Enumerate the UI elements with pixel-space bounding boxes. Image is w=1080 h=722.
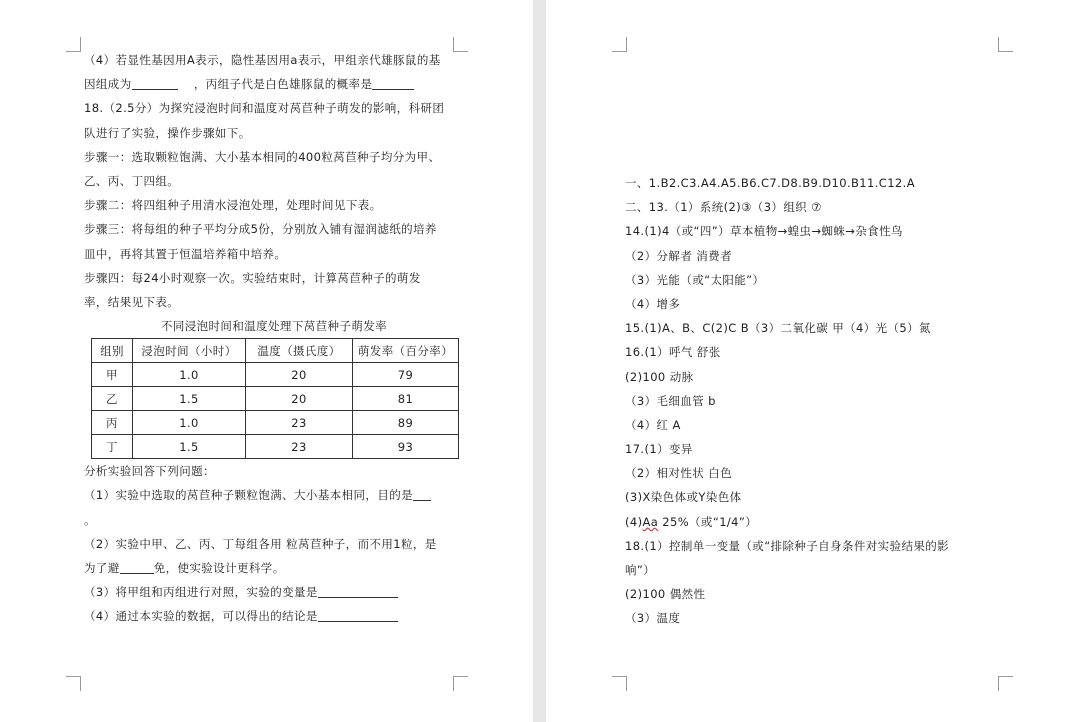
text-line: 一、1.B2.C3.A4.A5.B6.C7.D8.B9.D10.B11.C12.A: [625, 176, 915, 190]
table-cell: 甲: [92, 363, 133, 387]
table-cell: 1.0: [133, 363, 246, 387]
text-line: （2）分解者 消费者: [625, 248, 732, 263]
crop-mark: [998, 676, 1013, 691]
answer-blank: [318, 583, 398, 598]
text-line: 分析实验回答下列问题：: [84, 464, 215, 479]
text-line: 二、13.（1）系统(2)③（3）组织 ⑦: [625, 200, 822, 215]
table-row: [92, 363, 459, 387]
table-cell: 丁: [92, 435, 133, 459]
text-line: 响”）: [625, 563, 656, 577]
crop-mark: [998, 37, 1013, 52]
text-line: 队进行了实验，操作步骤如下。: [84, 125, 251, 140]
document-page-right: [546, 0, 1080, 722]
text-line: [84, 580, 464, 604]
text-line: 步骤三：将每组的种子平均分成5份，分别放入铺有湿润滤纸的培养: [84, 222, 437, 237]
text-line: (2)100 偶然性: [625, 587, 706, 602]
crop-mark: [612, 676, 627, 691]
text-line: 18.（2.5分）为探究浸泡时间和温度对莴苣种子萌发的影响，科研团: [84, 101, 445, 116]
text-line: [84, 556, 464, 580]
crop-mark: [612, 37, 627, 52]
text-line: （2）实验中甲、乙、丙、丁每组各用 粒莴苣种子，而不用1粒，是: [84, 536, 437, 551]
text-line: （4）增多: [625, 296, 681, 311]
text-line: （3）温度: [625, 611, 681, 626]
text-line: （3）光能（或“太阳能”）: [625, 272, 765, 287]
answer-blank: [372, 75, 414, 90]
text-line: 皿中，再将其置于恒温培养箱中培养。: [84, 246, 287, 261]
table-cell: 1.5: [133, 387, 246, 411]
answer-key-body: [625, 171, 1015, 631]
table-cell: 23: [246, 435, 353, 459]
text-segment: 为了避: [84, 561, 120, 575]
table-cell: 1.0: [133, 411, 246, 435]
text-line: 步骤一：选取颗粒饱满、大小基本相同的400粒莴苣种子均分为甲、: [84, 149, 441, 164]
text-line: 率，结果见下表。: [84, 294, 180, 309]
answer-blank: [318, 607, 398, 622]
crop-mark: [66, 676, 81, 691]
crop-mark: [66, 37, 81, 52]
text-line: 15.(1)A、B、C(2)C B（3）二氧化碳 甲（4）光（5）氮: [625, 321, 931, 336]
text-line: （4）若显性基因用A表示，隐性基因用a表示，甲组亲代雄豚鼠的基: [84, 53, 441, 67]
text-line: 16.(1）呼气 舒张: [625, 345, 721, 360]
text-line: 18.(1）控制单一变量（或“排除种子自身条件对实验结果的影: [625, 538, 950, 553]
text-segment: （3）将甲组和丙组进行对照，实验的变量是: [84, 585, 318, 600]
answer-blank: [413, 486, 431, 501]
answer-blank: [132, 75, 178, 90]
crop-mark: [453, 676, 468, 691]
table-cell: 79: [353, 363, 459, 387]
table-caption: 不同浸泡时间和温度处理下莴苣种子萌发率: [160, 319, 388, 334]
table-header-row: [92, 339, 459, 363]
table-header-cell: 萌发率（百分率）: [353, 339, 459, 363]
text-segment: 免，使实验设计更科学。: [153, 561, 285, 575]
text-line: （2）相对性状 白色: [625, 466, 732, 481]
text-segment: （1）实验中选取的莴苣种子颗粒饱满、大小基本相同，目的是: [84, 488, 414, 503]
text-line: （4）红 A: [625, 417, 681, 432]
text-line: (3)X染色体或Y染色体: [625, 490, 742, 505]
table-cell: 81: [353, 387, 459, 411]
text-line: 14.(1)4（或“四”）草本植物→蝗虫→蜘蛛→杂食性鸟: [625, 224, 903, 239]
text-line: 17.(1）变异: [625, 442, 693, 457]
table-cell: 20: [246, 387, 353, 411]
text-segment: ，丙组子代是白色雄豚鼠的概率是: [193, 77, 373, 92]
genotype-text: Aa: [642, 514, 659, 529]
table-header-cell: 温度（摄氏度）: [246, 339, 353, 363]
table-row: [92, 411, 459, 435]
table-row: [92, 435, 459, 459]
text-line: [84, 72, 464, 96]
table-cell: 23: [246, 411, 353, 435]
table-header-cell: 浸泡时间（小时）: [133, 339, 246, 363]
text-segment: 因组成为: [84, 77, 132, 92]
text-line: (2)100 动脉: [625, 369, 694, 384]
table-cell: 20: [246, 363, 353, 387]
table-cell: 89: [353, 411, 459, 435]
text-segment: (4): [625, 514, 643, 529]
text-line: （3）毛细血管 b: [625, 393, 716, 408]
table-row: [92, 387, 459, 411]
text-line: 步骤四：每24小时观察一次。实验结束时，计算莴苣种子的萌发: [84, 270, 421, 285]
table-header-cell: 组别: [92, 339, 133, 363]
text-segment: 25%（或“1/4”）: [658, 514, 758, 529]
table-cell: 1.5: [133, 435, 246, 459]
answer-blank: [120, 559, 154, 574]
document-page-left: [0, 0, 533, 722]
table-cell: 丙: [92, 411, 133, 435]
text-line: 步骤二：将四组种子用清水浸泡处理，处理时间见下表。: [84, 198, 382, 213]
text-line: [84, 483, 464, 507]
text-segment: （4）通过本实验的数据，可以得出的结论是: [84, 609, 318, 624]
text-line: 乙、丙、丁四组。: [84, 173, 180, 188]
text-line: [625, 510, 1015, 534]
text-line: [84, 604, 464, 628]
table-cell: 93: [353, 435, 459, 459]
germination-table: [91, 338, 459, 459]
left-page-body: [84, 48, 464, 629]
table-cell: 乙: [92, 387, 133, 411]
text-line: 。: [84, 512, 96, 527]
